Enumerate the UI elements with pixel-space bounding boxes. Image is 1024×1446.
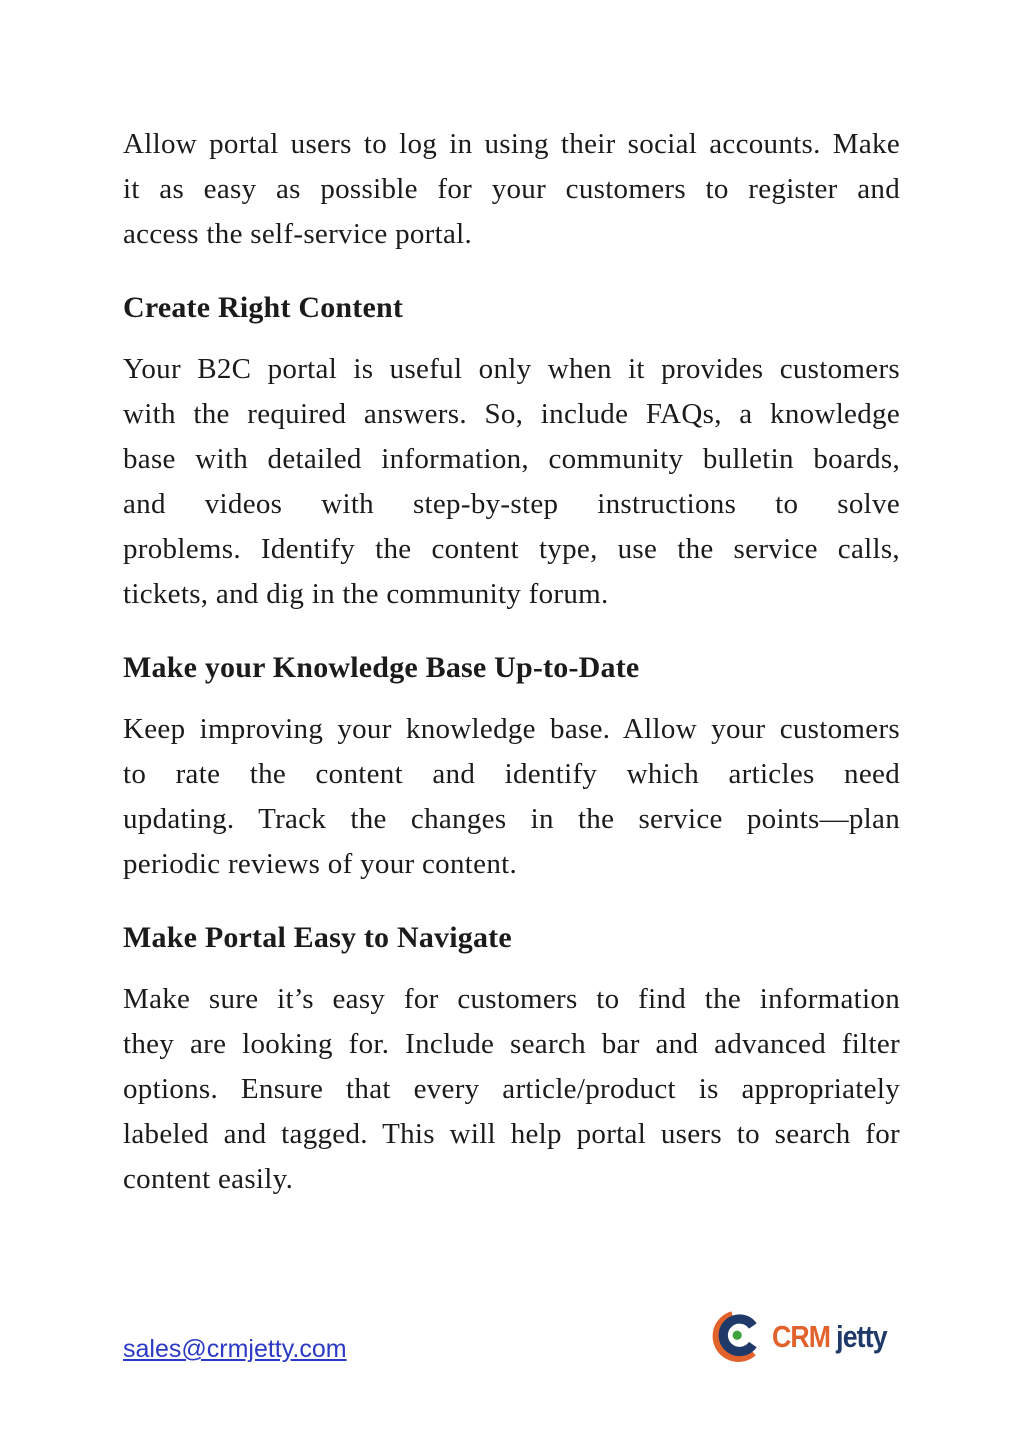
crmjetty-logo-icon	[707, 1308, 765, 1366]
crmjetty-logo	[707, 1308, 905, 1366]
text-line: Your B2C portal is useful only when it provides customers	[123, 353, 900, 385]
text-line: Make sure it’s easy for customers to find the information	[123, 983, 900, 1015]
heading-portal-easy-navigate: Make Portal Easy to Navigate	[123, 921, 512, 954]
text-line: tickets, and dig in the community forum.	[123, 578, 609, 610]
text-line: Keep improving your knowledge base. Allow your customers	[123, 713, 900, 745]
logo-text-crm: CRM	[771, 1319, 830, 1354]
text-line: access the self-service portal.	[123, 218, 473, 250]
email-link[interactable]: sales@crmjetty.com	[123, 1335, 347, 1363]
text-line: they are looking for. Include search bar and advanced filter	[123, 1028, 900, 1060]
document-body	[123, 122, 900, 1202]
logo-text-jetty: jetty	[835, 1319, 887, 1354]
paragraph-easy-navigate	[123, 977, 900, 1202]
text-line: content easily.	[123, 1163, 294, 1195]
text-line: options. Ensure that every article/product is appropriately	[123, 1073, 900, 1105]
text-line: base with detailed information, community bulletin boards,	[123, 443, 900, 475]
page-footer	[123, 1308, 905, 1366]
paragraph-knowledge-base	[123, 707, 900, 887]
text-line: with the required answers. So, include FAQs, a knowledge	[123, 398, 900, 430]
text-line: periodic reviews of your content.	[123, 848, 518, 880]
text-line: to rate the content and identify which articles need	[123, 758, 900, 790]
heading-knowledge-base-up-to-date: Make your Knowledge Base Up-to-Date	[123, 651, 640, 684]
text-line: and videos with step-by-step instructions to solve	[123, 488, 900, 520]
text-line: it as easy as possible for your customers to register and	[123, 173, 900, 205]
paragraph-social-login	[123, 122, 900, 257]
text-line: Allow portal users to log in using their social accounts. Make	[123, 128, 900, 160]
text-line: updating. Track the changes in the service points—plan	[123, 803, 900, 835]
paragraph-right-content	[123, 347, 900, 617]
text-line: labeled and tagged. This will help portal users to search for	[123, 1118, 900, 1150]
crmjetty-logo-text	[772, 1319, 887, 1355]
heading-create-right-content: Create Right Content	[123, 291, 404, 324]
text-line: problems. Identify the content type, use the service calls,	[123, 533, 900, 565]
